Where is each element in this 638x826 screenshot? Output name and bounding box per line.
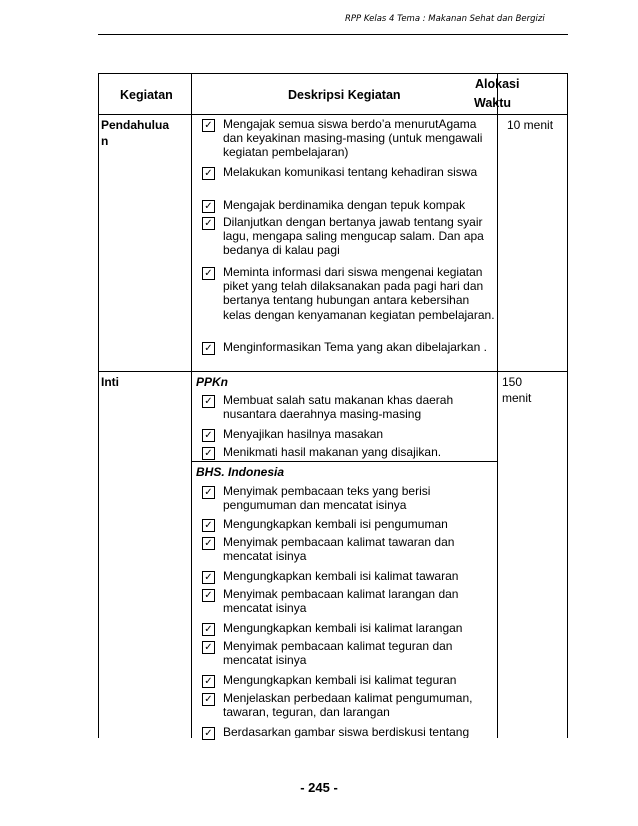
time-pendahuluan: 10 menit	[507, 118, 554, 132]
column-divider-1	[191, 73, 192, 738]
time-inti: 150	[502, 375, 523, 389]
checkbox-icon: ✓	[202, 589, 215, 602]
list-item: Menginformasikan Tema yang akan dibelajarkan .	[223, 340, 487, 354]
checkbox-icon: ✓	[202, 447, 215, 460]
header-kegiatan: Kegiatan	[120, 88, 173, 102]
list-item: Melakukan komunikasi tentang kehadiran siswa	[223, 165, 478, 179]
list-item: Mengungkapkan kembali isi kalimat larangan	[223, 621, 463, 635]
checkbox-icon: ✓	[202, 727, 215, 740]
lesson-activity-table	[98, 73, 568, 738]
checkbox-icon: ✓	[202, 519, 215, 532]
list-item: Menyimak pembacaan kalimat larangan dan mencatat isinya	[223, 587, 459, 616]
checkbox-icon: ✓	[202, 167, 215, 180]
pendahuluan-row-border	[98, 371, 568, 372]
list-item: Mengungkapkan kembali isi kalimat tawaran	[223, 569, 459, 583]
list-item: Dilanjutkan dengan bertanya jawab tentang syair lagu, mengapa saling mengucap salam. Dan apa bedanya di kalau pagi	[223, 215, 484, 258]
checkbox-icon: ✓	[202, 342, 215, 355]
row-label-inti: Inti	[101, 375, 119, 389]
checkbox-icon: ✓	[202, 693, 215, 706]
checkbox-icon: ✓	[202, 571, 215, 584]
page-number: - 245 -	[300, 780, 338, 795]
list-item: Menyimak pembacaan kalimat tawaran dan mencatat isinya	[223, 535, 455, 564]
document-header: RPP Kelas 4 Tema : Makanan Sehat dan Bergizi	[345, 14, 545, 24]
list-item: Menyimak pembacaan kalimat teguran dan mencatat isinya	[223, 639, 453, 668]
checkbox-icon: ✓	[202, 395, 215, 408]
checkbox-icon: ✓	[202, 537, 215, 550]
list-item: Mengajak berdinamika dengan tepuk kompak	[223, 198, 466, 212]
time-inti-unit: menit	[502, 391, 532, 405]
list-item: Menikmati hasil makanan yang disajikan.	[223, 445, 442, 459]
header-row-border	[98, 114, 568, 115]
list-item: Mengungkapkan kembali isi kalimat teguran	[223, 673, 457, 687]
checkbox-icon: ✓	[202, 623, 215, 636]
list-item: Mengajak semua siswa berdo’a menurutAgama dan keyakinan masing-masing (untuk mengawali kegiatan pembelajaran)	[223, 117, 483, 160]
row-label-pendahuluan: Pendahulua	[101, 118, 170, 132]
list-item: Meminta informasi dari siswa mengenai kegiatan piket yang telah dilaksanakan pada pagi hari dan bertanya tentang hubungan antara kebersihan kelas dengan kenyamanan kegiatan pembelajaran.	[223, 265, 495, 322]
checkbox-icon: ✓	[202, 267, 215, 280]
subject-title-ppkn: PPKn	[196, 375, 229, 389]
header-deskripsi: Deskripsi Kegiatan	[288, 88, 401, 102]
list-item: Menyajikan hasilnya masakan	[223, 427, 384, 441]
list-item: Mengungkapkan kembali isi pengumuman	[223, 517, 448, 531]
subject-title-bhs-indonesia: BHS. Indonesia	[196, 465, 285, 479]
header-alokasi: Alokasi	[475, 77, 520, 91]
header-rule	[98, 34, 568, 35]
checkbox-icon: ✓	[202, 217, 215, 230]
row-label-pendahuluan-cont: n	[101, 134, 109, 148]
checkbox-icon: ✓	[202, 675, 215, 688]
list-item: Membuat salah satu makanan khas daerah nusantara daerahnya masing-masing	[223, 393, 454, 422]
table-border-right	[567, 73, 568, 738]
subsection-divider	[192, 461, 497, 462]
list-item: Menyimak pembacaan teks yang berisi pengumuman dan mencatat isinya	[223, 484, 431, 513]
table-border-left	[98, 73, 99, 738]
list-item: Menjelaskan perbedaan kalimat pengumuman, tawaran, teguran, dan larangan	[223, 691, 473, 720]
list-item: Berdasarkan gambar siswa berdiskusi tentang	[223, 725, 470, 738]
header-waktu: Waktu	[474, 96, 512, 110]
checkbox-icon: ✓	[202, 119, 215, 132]
checkbox-icon: ✓	[202, 641, 215, 654]
checkbox-icon: ✓	[202, 200, 215, 213]
checkbox-icon: ✓	[202, 486, 215, 499]
checkbox-icon: ✓	[202, 429, 215, 442]
